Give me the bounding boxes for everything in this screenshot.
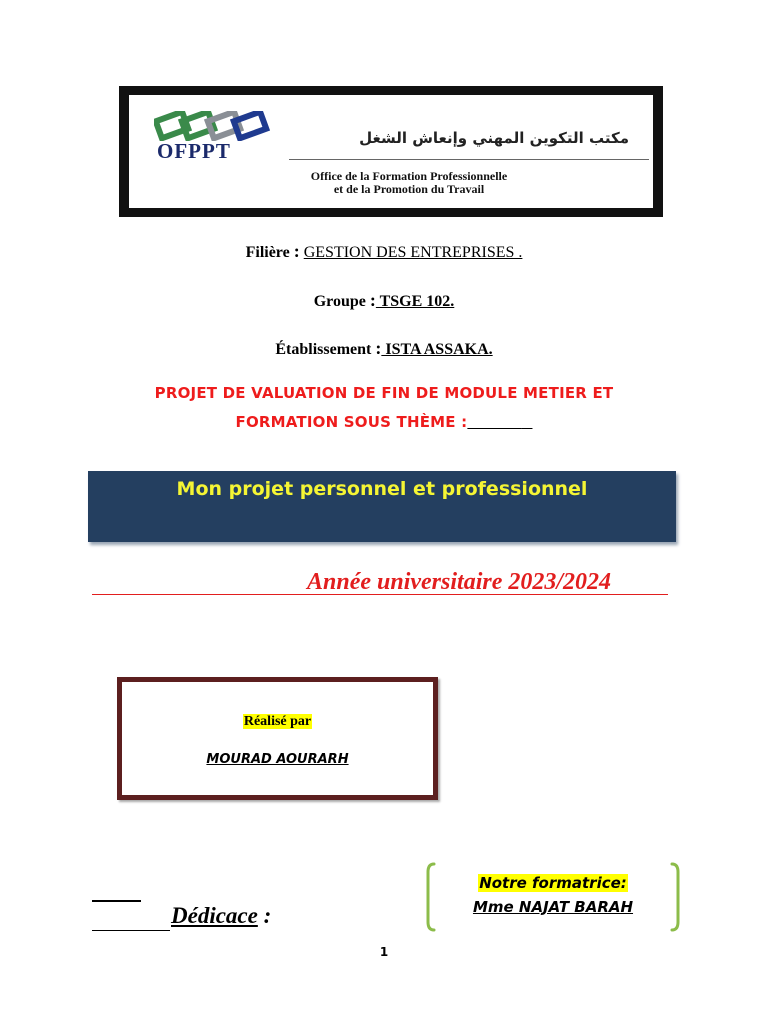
projet-heading-line2-text: FORMATION SOUS THÈME : <box>235 413 468 431</box>
etablissement-colon: : <box>375 338 382 358</box>
groupe-line <box>0 290 768 311</box>
ofppt-logo-frame <box>119 86 663 217</box>
short-rule <box>92 900 141 902</box>
student-name: MOURAD AOURARH <box>206 752 349 767</box>
ofppt-french-name-line1: Office de la Formation Professionnelle <box>310 169 508 183</box>
etablissement-label: Établissement <box>275 341 372 358</box>
projet-heading-line2 <box>0 413 768 431</box>
right-bracket-icon <box>670 862 680 932</box>
groupe-value: TSGE 102. <box>375 293 455 310</box>
realise-par-box <box>117 677 438 800</box>
filiere-label: Filière <box>245 244 290 261</box>
formatrice-label: Notre formatrice: <box>479 874 627 892</box>
logo-divider <box>289 159 649 160</box>
groupe-label: Groupe <box>313 293 366 310</box>
realise-par-label-wrap <box>122 712 433 730</box>
theme-banner <box>88 471 676 542</box>
filiere-line <box>0 241 768 262</box>
formatrice-name: Mme NAJAT BARAH <box>472 898 634 916</box>
annee-universitaire: Année universitaire 2023/2024 <box>307 569 612 595</box>
dedicace-colon: : <box>263 903 272 928</box>
left-bracket-icon <box>426 862 436 932</box>
ofppt-wordmark: OFPPT <box>157 139 231 163</box>
formatrice-label-wrap <box>426 874 680 893</box>
groupe-colon: : <box>369 290 376 310</box>
blank-underline <box>522 413 533 431</box>
dedicace-title: Dédicace <box>171 903 258 928</box>
ofppt-arabic-name: مكتب التكوين المهني وإنعاش الشغل <box>359 129 629 147</box>
ofppt-rings-icon <box>154 111 279 141</box>
ofppt-logo <box>129 95 653 208</box>
formatrice-block <box>426 862 680 932</box>
projet-heading-line1: PROJET DE VALUATION DE FIN DE MODULE METIER ET <box>154 384 614 402</box>
dedicace-underline <box>92 930 170 931</box>
etablissement-value: ISTA ASSAKA. <box>381 341 493 358</box>
filiere-value: GESTION DES ENTREPRISES . <box>303 244 523 261</box>
filiere-colon: : <box>293 241 300 261</box>
realise-par-label: Réalisé par <box>243 714 312 729</box>
ofppt-french-name-line2: et de la Promotion du Travail <box>333 182 485 196</box>
etablissement-line <box>0 338 768 359</box>
theme-title: Mon projet personnel et professionnel <box>176 478 588 500</box>
dedicace-heading <box>171 903 271 929</box>
blank-underline <box>467 413 521 431</box>
page-number: 1 <box>379 945 389 959</box>
